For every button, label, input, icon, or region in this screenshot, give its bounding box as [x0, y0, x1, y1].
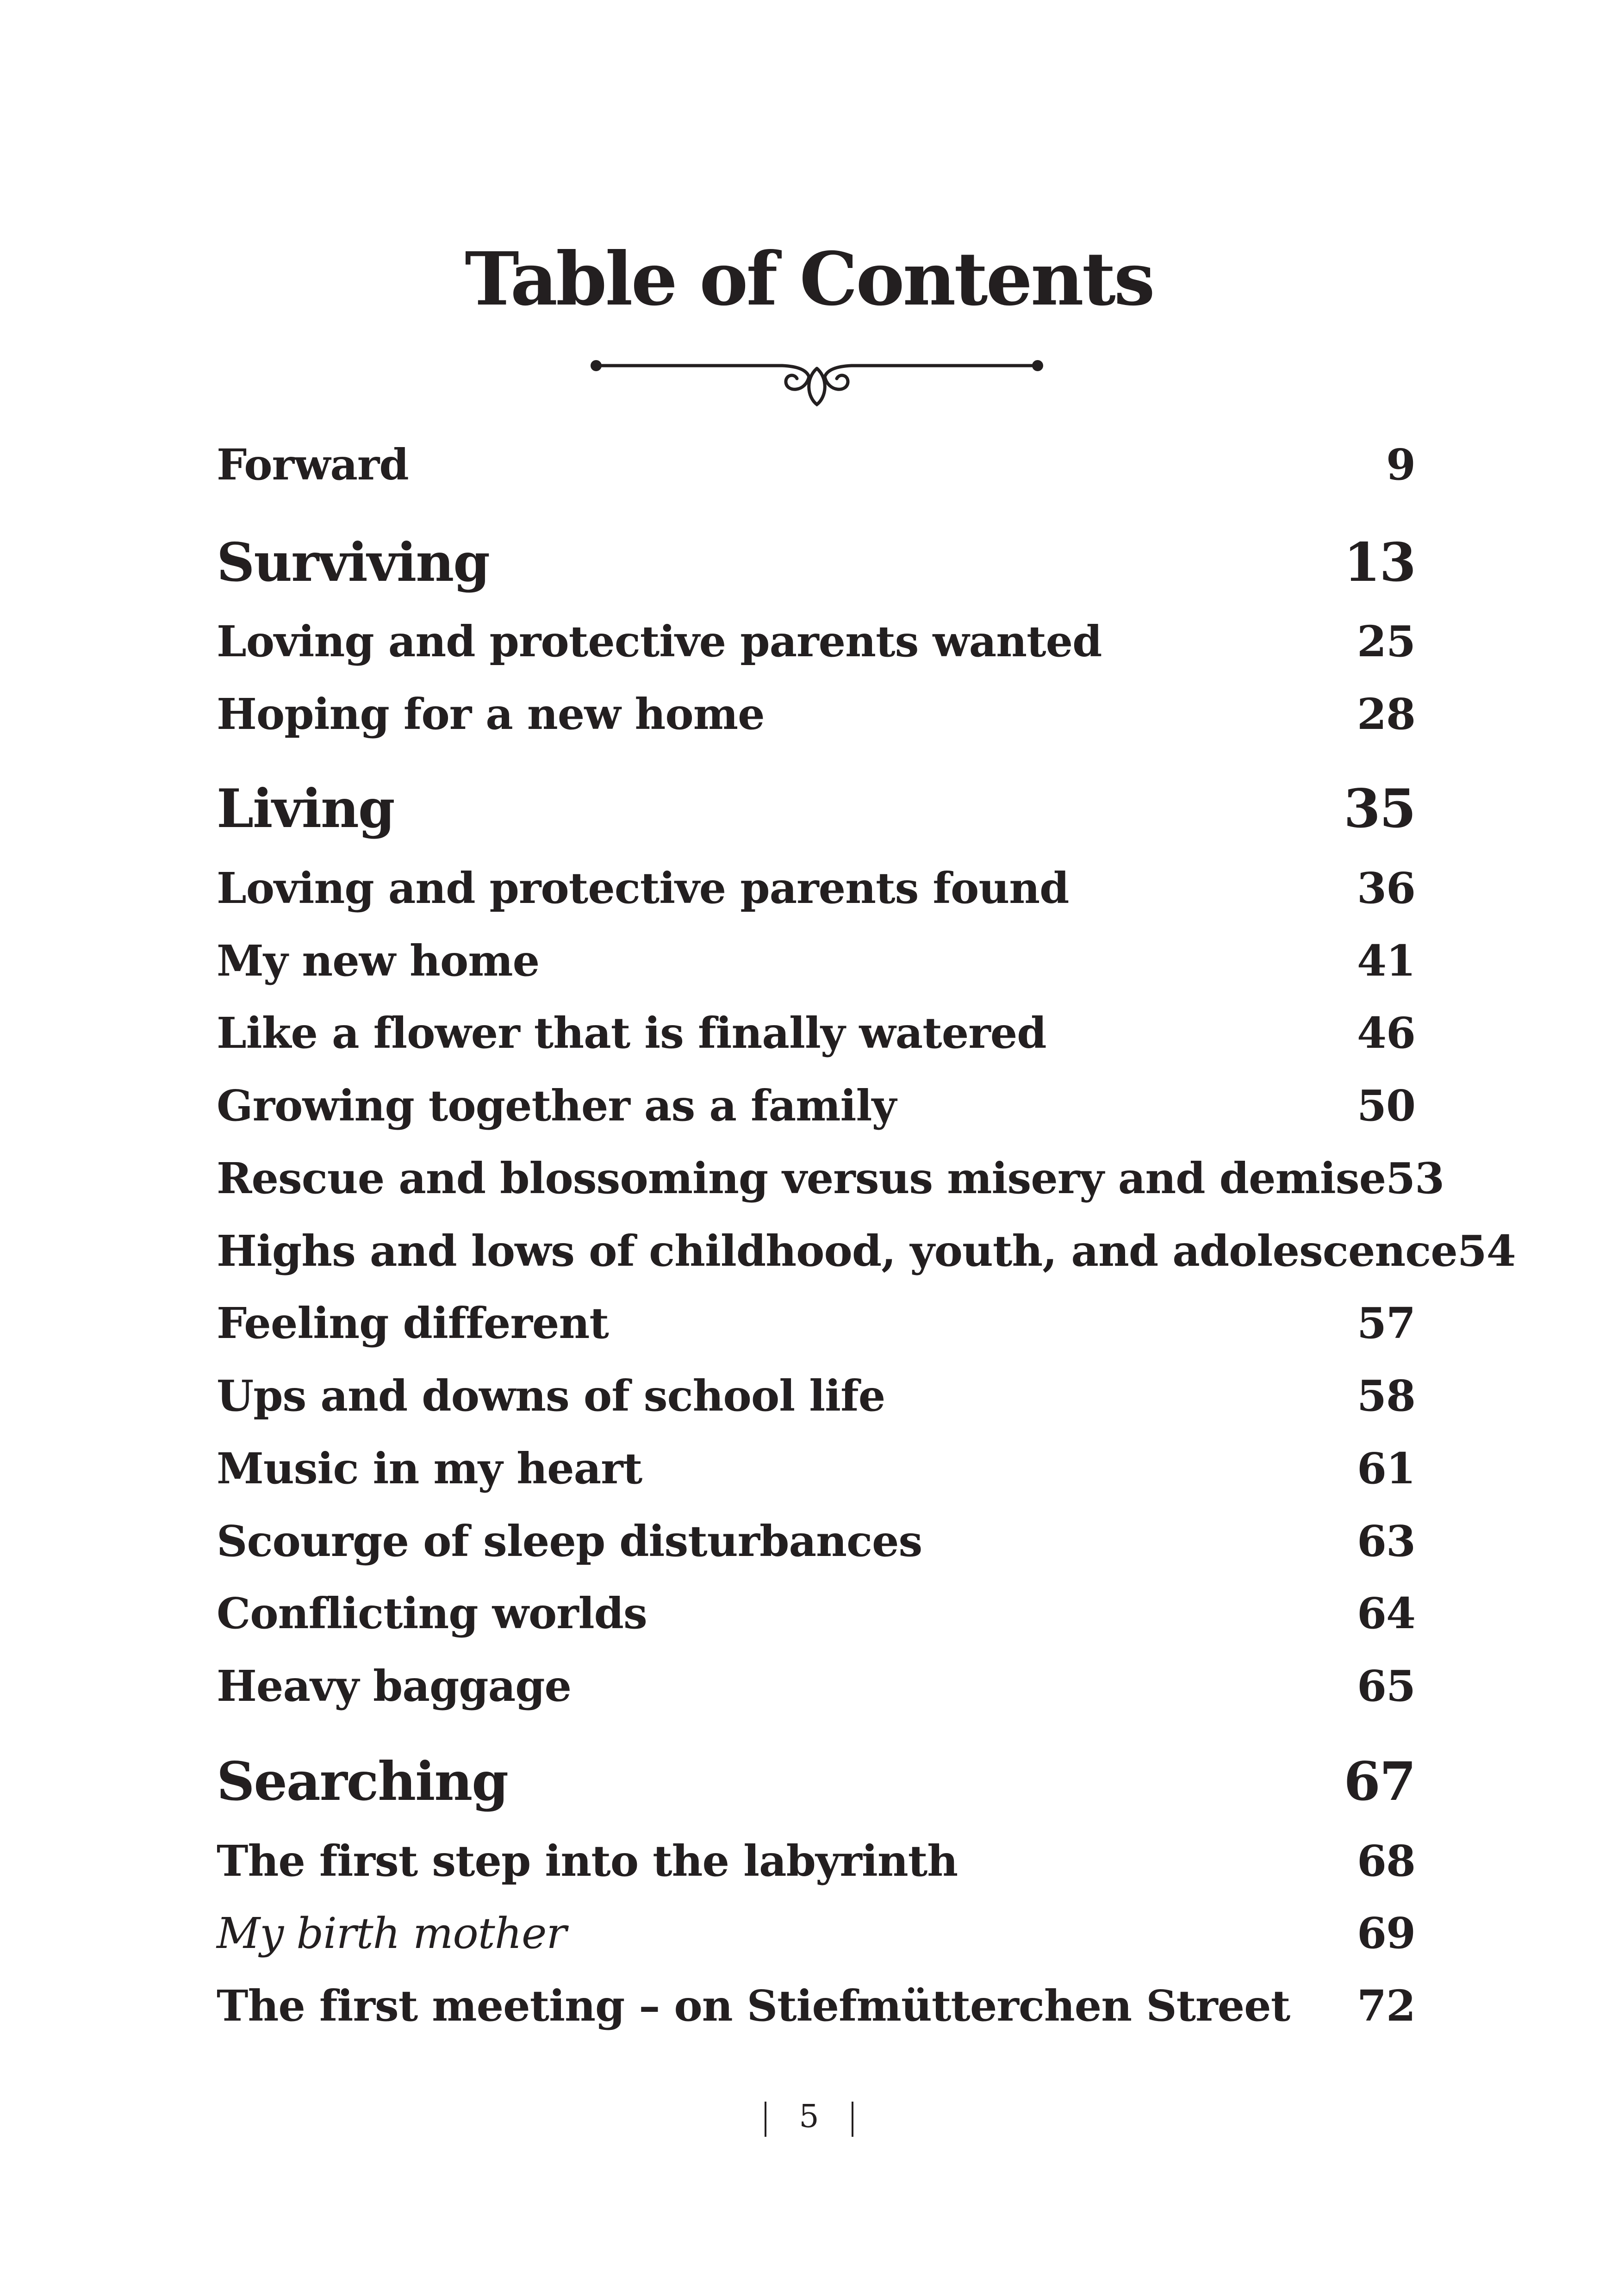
toc-entry[interactable]: [217, 1588, 1415, 1638]
toc-entry[interactable]: [217, 1908, 1415, 1958]
toc-entry[interactable]: [217, 689, 1415, 739]
toc-entry-page: 54: [1457, 1226, 1516, 1276]
toc-entry-page: 53: [1386, 1153, 1444, 1203]
toc-entry-label: Forward: [217, 440, 409, 490]
toc-entry-forward[interactable]: [217, 440, 1415, 490]
toc-section-label: Searching: [217, 1750, 508, 1812]
toc-section-page: 35: [1344, 778, 1415, 840]
toc-entry-label: The first step into the labyrinth: [217, 1836, 958, 1886]
toc-entry-page: 72: [1357, 1981, 1415, 2031]
toc-entry-page: 63: [1357, 1516, 1415, 1566]
toc-entry-label: Conflicting worlds: [217, 1588, 647, 1638]
toc-entry-label: Highs and lows of childhood, youth, and adolescence: [217, 1226, 1457, 1276]
page-title: Table of Contents: [465, 236, 1153, 322]
toc-entry-label: Ups and downs of school life: [217, 1371, 885, 1421]
toc-entry-page: 58: [1357, 1371, 1415, 1421]
toc-entry[interactable]: [217, 1981, 1415, 2031]
toc-entry-label: Music in my heart: [217, 1444, 642, 1493]
toc-section-surviving[interactable]: [217, 531, 1415, 593]
toc-entry[interactable]: [217, 1516, 1415, 1566]
toc-entry-page: 69: [1357, 1908, 1415, 1958]
toc-entry-label: Rescue and blossoming versus misery and demise: [217, 1153, 1386, 1203]
toc-entry-label: Loving and protective parents wanted: [217, 616, 1102, 666]
toc-entry[interactable]: [217, 936, 1415, 986]
toc-section-page: 13: [1344, 531, 1415, 593]
page-footer: [0, 2098, 1618, 2137]
toc-entry-page: 28: [1357, 689, 1415, 739]
toc-entry-label: Heavy baggage: [217, 1661, 572, 1711]
toc-entry-label: Loving and protective parents found: [217, 863, 1069, 913]
toc-entry-page: 57: [1357, 1298, 1415, 1348]
toc-section-label: Surviving: [217, 531, 489, 593]
toc-entry-label: Growing together as a family: [217, 1081, 896, 1131]
toc-entry-page: 61: [1357, 1444, 1415, 1493]
toc-entry-page: 25: [1357, 616, 1415, 666]
toc-entry-page: 50: [1357, 1081, 1415, 1131]
toc-entry-label: Like a flower that is finally watered: [217, 1008, 1046, 1058]
flourish-divider-icon: [588, 346, 1046, 416]
footer-divider-right: [852, 2102, 853, 2137]
toc-entry-page: 64: [1357, 1588, 1415, 1638]
toc-entry[interactable]: [217, 1298, 1415, 1348]
toc-entry[interactable]: [217, 1081, 1415, 1131]
footer-divider-left: [765, 2102, 766, 2137]
toc-entry-label: Feeling different: [217, 1298, 609, 1348]
toc-entry[interactable]: [217, 1008, 1415, 1058]
toc-entry[interactable]: [217, 1836, 1415, 1886]
toc-entry[interactable]: [217, 616, 1415, 666]
toc-entry-page: 41: [1357, 936, 1415, 986]
toc-entry[interactable]: [217, 1444, 1415, 1493]
toc-entry[interactable]: [217, 1153, 1444, 1203]
toc-entry-label: My birth mother: [217, 1909, 566, 1958]
page-number: 5: [799, 2098, 819, 2135]
toc-entry-page: 65: [1357, 1661, 1415, 1711]
toc-entry-page: 9: [1386, 440, 1415, 490]
toc-section-label: Living: [217, 778, 394, 840]
toc-entry[interactable]: [217, 863, 1415, 913]
toc-entry-page: 46: [1357, 1008, 1415, 1058]
toc-entry[interactable]: [217, 1226, 1516, 1276]
toc-entry-label: My new home: [217, 936, 540, 986]
toc-entry-page: 36: [1357, 863, 1415, 913]
toc-entry-label: Scourge of sleep disturbances: [217, 1516, 922, 1566]
toc-entry-page: 68: [1357, 1836, 1415, 1886]
toc-section-searching[interactable]: [217, 1750, 1415, 1812]
toc-entry-label: The first meeting – on Stiefmütterchen Street: [217, 1981, 1290, 2031]
toc-entry[interactable]: [217, 1371, 1415, 1421]
toc-entry-label: Hoping for a new home: [217, 689, 765, 739]
toc-section-page: 67: [1344, 1750, 1415, 1812]
toc-entry[interactable]: [217, 1661, 1415, 1711]
toc-section-living[interactable]: [217, 778, 1415, 840]
